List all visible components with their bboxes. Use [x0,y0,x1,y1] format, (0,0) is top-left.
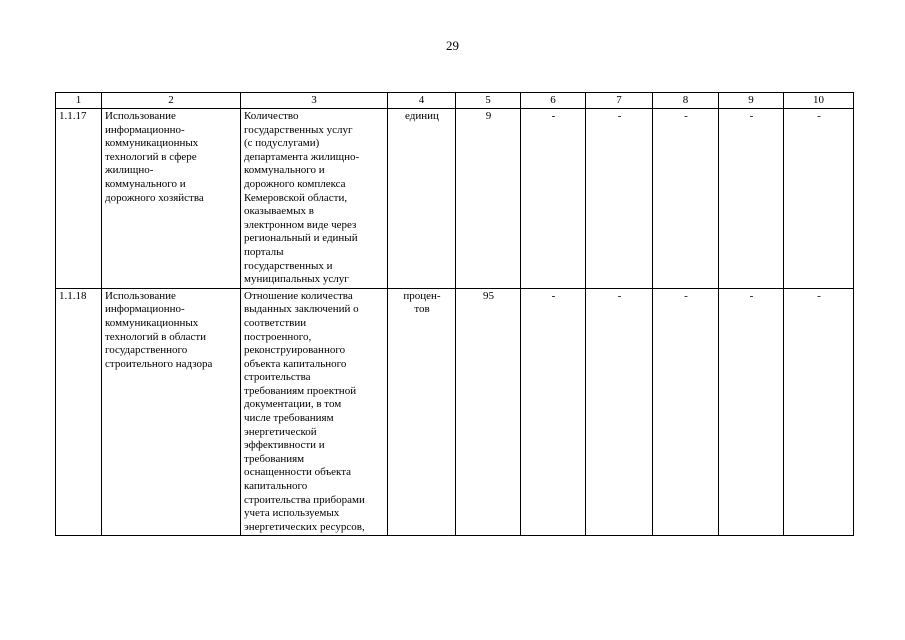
row-direction-cell: Использование информационно- коммуникационных технологий в сфере жилищно- коммунального и дорожного хозяйства [102,109,241,289]
row-col6-cell: - [521,109,586,289]
header-cell-10: 10 [784,93,854,109]
row-col10-cell: - [784,109,854,289]
table-header-row [56,93,854,109]
row-col5-cell: 95 [456,288,521,536]
header-cell-8: 8 [653,93,719,109]
page-number: 29 [446,38,459,53]
row-code-cell: 1.1.18 [56,288,102,536]
header-cell-9: 9 [719,93,784,109]
header-cell-3: 3 [241,93,388,109]
row-col9-cell: - [719,109,784,289]
header-cell-6: 6 [521,93,586,109]
row-indicator-cell: Количество государственных услуг (с подуслугами) департамента жилищно- коммунального и дорожного комплекса Кемеровской области, оказываемых в электронном виде через региональный и единый порталы государственных и муниципальных услуг [241,109,388,289]
row-col10-cell: - [784,288,854,536]
row-col8-cell: - [653,109,719,289]
row-col5-cell: 9 [456,109,521,289]
row-col6-cell: - [521,288,586,536]
row-code-cell: 1.1.17 [56,109,102,289]
header-cell-2: 2 [102,93,241,109]
header-cell-5: 5 [456,93,521,109]
row-col7-cell: - [586,109,653,289]
header-cell-1: 1 [56,93,102,109]
row-indicator-cell: Отношение количества выданных заключений о соответствии построенного, реконструированного объекта капитального строительства требованиям проектной документации, в том числе требованиям энергетической эффективности и требованиям оснащенности объекта капитального строительства приборами учета используемых энергетических ресурсов, [241,288,388,536]
table-row [56,109,854,289]
table-row [56,288,854,536]
row-col7-cell: - [586,288,653,536]
row-col9-cell: - [719,288,784,536]
row-col8-cell: - [653,288,719,536]
row-unit-cell: единиц [388,109,456,289]
row-unit-cell: процен- тов [388,288,456,536]
row-direction-cell: Использование информационно- коммуникационных технологий в области государственного строительного надзора [102,288,241,536]
header-cell-7: 7 [586,93,653,109]
header-cell-4: 4 [388,93,456,109]
indicators-table [55,92,854,536]
